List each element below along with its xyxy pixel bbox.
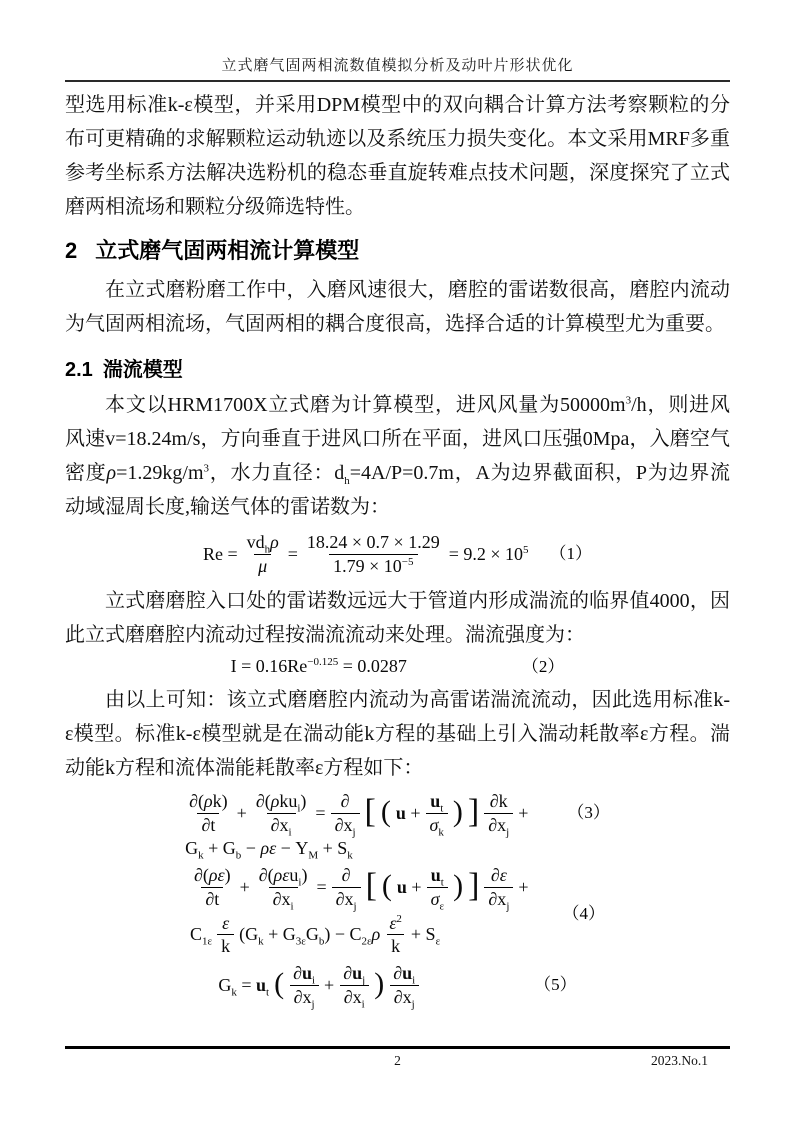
page-number: 2 [394,1053,401,1068]
denominator: $\partial x_j$ [290,985,319,1008]
numerator: $\partial u_i$ [393,962,416,987]
fraction [484,865,513,913]
numerator: $u_t$ [430,865,444,889]
paragraph-reynolds: 立式磨磨腔入口处的雷诺数远远大于管道内形成湍流的临界值4000，因此立式磨磨腔内流动过程按湍流流动来处理。湍流强度为： [65,590,730,647]
equation-number: （3） [567,803,610,823]
numerator: $\partial u_j$ [343,962,366,987]
numerator: ∂ [341,865,351,886]
math-term: $G_k = u_t$ [218,974,270,999]
paragraph-k-epsilon: 由以上可知：该立式磨磨腔内流动为高雷诺湍流流动，因此选用标准k-ε模型。标准k-ε模型就是在湍动能k方程的基础上引入湍动耗散率ε方程。湍动能k方程和流体湍能耗散率ε方程如下： [65,689,730,780]
denominator: μ [254,554,271,577]
section-number: 2 [65,238,78,263]
footer-row [65,1049,730,1075]
fraction [385,913,406,957]
numerator: ∂(ρεu$_i$) [258,865,308,889]
denominator: $\sigma_k$ [426,813,448,836]
journal-issue: 2023.No.1 [651,1053,708,1068]
denominator: $\partial x_j$ [484,887,513,910]
equation-number: （4） [562,903,606,923]
equation-3 [65,791,730,863]
equation-number: （1） [549,544,593,564]
equation-line [185,838,353,863]
numerator: ∂k [489,791,508,812]
math-term: u + [395,802,421,823]
denominator: $1.79 \times 10^{-5}$ [329,554,417,577]
subsection-number: 2.1 [65,359,93,381]
section-heading-2 [65,234,730,265]
equation-lines [185,791,610,863]
denominator: ∂t [201,887,223,910]
equation-number: （2） [521,656,565,676]
denominator: ∂t [197,813,219,836]
equation-line: $\frac{\partial(\rho k)}{\partial t}$ + $\frac{\partial(\rho ku_i)}{\partial x_i}$ = $\frac{\partial}{\partial x_j}$ [ ( u + $\frac{u_t}{\sigma_k}$ ) ] $\frac{\partial k}{\partial x_j}$ + （3） [185,791,610,835]
fraction [190,865,235,909]
fraction [331,791,360,839]
fraction [484,791,513,839]
equation-number: （5） [534,975,577,995]
page-header [65,54,730,82]
fraction [389,962,419,1011]
fraction [427,865,449,913]
equation-line: $\frac{\partial(\rho\varepsilon)}{\partial t}$ + $\frac{\partial(\rho\varepsilon u_i)}{\partial x_i}$ = $\frac{\partial}{\partial x_j}$ [ ( u + $\frac{u_t}{\sigma_\varepsilon}$ ) ] $\frac{\partial\varepsilon}{\partial x_j}$ + [190,865,529,909]
section-title: 立式磨气固两相流计算模型 [95,238,360,263]
plus-sign: + [518,802,529,823]
equation-line [190,913,440,957]
math-term: $(G_k + G_{3\varepsilon}G_b) - C_{2\varepsilon}\rho$ [239,924,381,948]
plus-sign: + [236,802,247,823]
numerator: ∂ε [490,865,507,886]
equation-1 [65,532,730,576]
plus-sign: + [239,876,250,897]
denominator: $\partial x_i$ [340,985,369,1008]
math-term: = $9.2 \times 10^5$ [448,543,529,564]
denominator: $\partial x_i$ [269,887,298,910]
fraction [289,962,319,1011]
fraction [339,962,369,1011]
numerator: ∂(ρε) [193,865,231,886]
math-term: + $S_\varepsilon$ [410,924,441,948]
equation-2 [65,656,730,677]
fraction [185,791,232,835]
fraction [332,865,361,913]
denominator: $\partial x_i$ [267,813,296,836]
numerator: $\varepsilon^2$ [389,912,402,933]
math-term: Re = [202,543,238,564]
numerator: ∂ [340,791,350,812]
math-term: $G_k + G_b - \rho\varepsilon - Y_M + S_k$ [185,838,353,863]
running-head-title: 立式磨气固两相流数值模拟分析及动叶片形状优化 [221,58,574,74]
fraction [426,791,448,839]
denominator: $\partial x_j$ [484,813,513,836]
math-term: $C_{1\varepsilon}$ [189,924,213,948]
numerator: $vd_h\rho$ [246,532,279,556]
denominator: $\partial x_j$ [331,813,360,836]
subsection-heading-2-1 [65,353,730,382]
equation-lines [190,865,529,957]
fraction [252,791,311,839]
numerator: $u_t$ [430,791,444,815]
numerator: ε [222,912,230,933]
equation-4 [65,865,730,957]
subsection-title: 湍流模型 [102,359,183,381]
fraction [255,865,312,913]
paragraph-section2: 在立式磨粉磨工作中，入磨风速很大，磨腔的雷诺数很高，磨腔内流动为气固两相流场，气固两相的耦合度很高，选择合适的计算模型尤为重要。 [65,279,730,335]
math-term: $I = 0.16Re^{-0.125} = 0.0287$ [230,656,407,677]
equals-sign: = [316,876,327,897]
equals-sign: = [287,543,298,564]
numerator: $\partial u_i$ [293,962,316,987]
denominator: $\partial x_j$ [390,985,419,1008]
page-footer [65,1046,730,1075]
math-term: u + [396,876,422,897]
denominator: k [387,934,404,957]
denominator: k [217,934,234,957]
plus-sign: + [324,974,335,995]
denominator: $\partial x_j$ [332,887,361,910]
numerator: ∂(ρk) [189,791,228,812]
equation-5: $G_k = u_t$ ( $\frac{\partial u_i}{\partial x_j}$ + $\frac{\partial u_j}{\partial x_i}$ ) $\frac{\partial u_i}{\partial x_j}$ （5） [218,962,577,1011]
fraction [217,913,234,957]
paragraph-intro: 型选用标准k-ε模型，并采用DPM模型中的双向耦合计算方法考察颗粒的分布可更精确的求解颗粒运动轨迹以及系统压力损失变化。本文采用MRF多重参考坐标系方法解决选粉机的稳态垂直旋转难点技术问题，深度探究了立式磨两相流场和颗粒分级筛选特性。 [65,94,730,218]
plus-sign: + [518,876,529,897]
equals-sign: = [315,802,326,823]
denominator: $\sigma_\varepsilon$ [427,887,449,910]
numerator: ∂(ρku$_i$) [255,791,307,815]
paragraph-model-setup: 本文以HRM1700X立式磨为计算模型，进风风量为$50000m^3/h$，则进风风速v=18.24m/s，方向垂直于进风口所在平面，进风口压强0Mpa，入磨空气密度$\rho=1.29kg/m^3$，水力直径：$d_h=4A/P=0.7m$，A为边界截面积，P为边界流动域湿周长度,输送气体的雷诺数为： [65,394,731,518]
numerator: 18.24 × 0.7 × 1.29 [306,532,440,552]
fraction [243,532,283,576]
fraction [303,532,444,576]
